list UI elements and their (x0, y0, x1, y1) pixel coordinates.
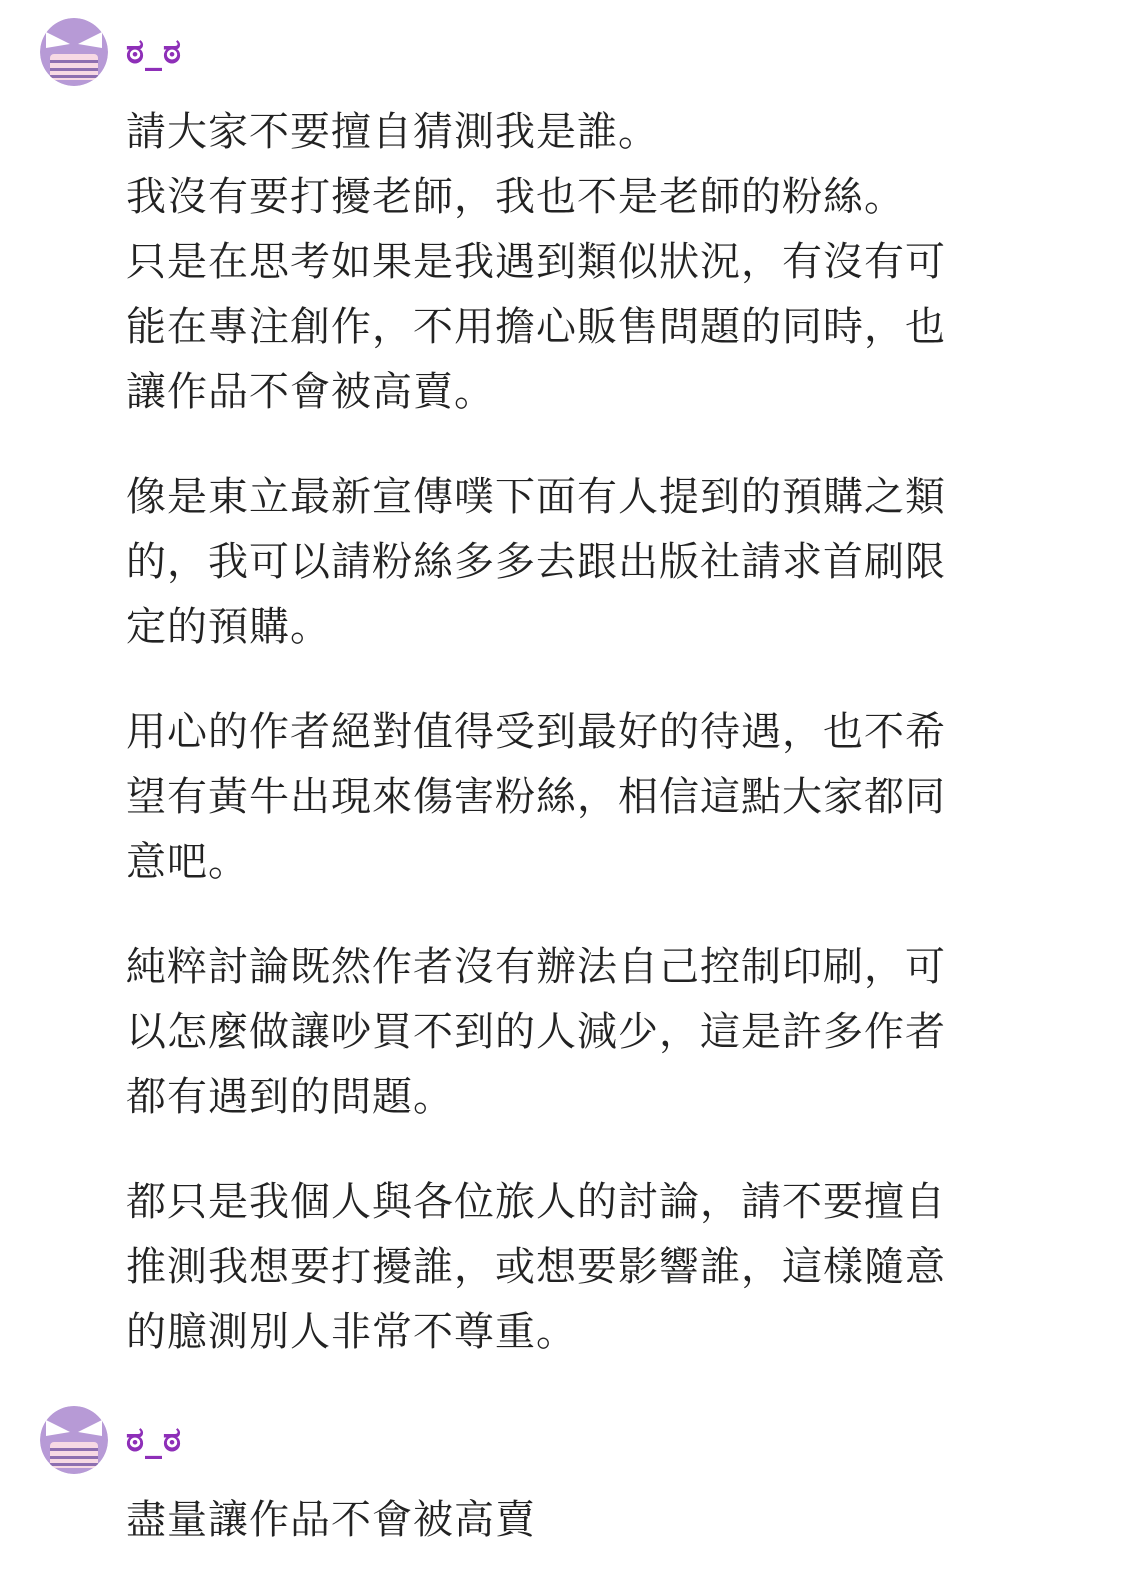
text-line: 純粹討論既然作者沒有辦法自己控制印刷，可 (126, 944, 946, 990)
comment-2 (0, 1406, 1125, 1576)
text-line: 推測我想要打擾誰，或想要影響誰，這樣隨意 (126, 1244, 946, 1290)
comment-header (40, 1406, 182, 1474)
comment-1 (0, 18, 1125, 1378)
text-line: 讓作品不會被高賣。 (126, 369, 495, 415)
text-line: 的，我可以請粉絲多多去跟出版社請求首刷限 (126, 539, 946, 585)
comment-body (126, 1488, 1046, 1553)
avatar[interactable] (40, 18, 108, 86)
text-line: 的臆測別人非常不尊重。 (126, 1309, 577, 1355)
username[interactable]: ಠ_ಠ (126, 1420, 182, 1460)
paragraph (126, 1488, 1046, 1553)
text-line: 都有遇到的問題。 (126, 1074, 454, 1120)
text-line: 只是在思考如果是我遇到類似狀況，有沒有可 (126, 239, 946, 285)
paragraph (126, 935, 1046, 1130)
text-line: 意吧。 (126, 839, 249, 885)
masked-face-icon (40, 1406, 108, 1474)
text-line: 以怎麼做讓吵買不到的人減少，這是許多作者 (126, 1009, 946, 1055)
text-line: 望有黃牛出現來傷害粉絲，相信這點大家都同 (126, 774, 946, 820)
comment-header (40, 18, 182, 86)
paragraph (126, 100, 1046, 425)
text-line: 能在專注創作，不用擔心販售問題的同時，也 (126, 304, 946, 350)
username[interactable]: ಠ_ಠ (126, 32, 182, 72)
comment-body (126, 100, 1046, 1365)
text-line: 都只是我個人與各位旅人的討論，請不要擅自 (126, 1179, 946, 1225)
text-line: 請大家不要擅自猜測我是誰。 (126, 109, 659, 155)
text-line: 像是東立最新宣傳噗下面有人提到的預購之類 (126, 474, 946, 520)
text-line: 盡量讓作品不會被高賣 (126, 1497, 536, 1543)
text-line: 我沒有要打擾老師，我也不是老師的粉絲。 (126, 174, 905, 220)
avatar[interactable] (40, 1406, 108, 1474)
masked-face-icon (40, 18, 108, 86)
paragraph (126, 465, 1046, 660)
text-line: 定的預購。 (126, 604, 331, 650)
paragraph (126, 1170, 1046, 1365)
text-line: 用心的作者絕對值得受到最好的待遇，也不希 (126, 709, 946, 755)
paragraph (126, 700, 1046, 895)
